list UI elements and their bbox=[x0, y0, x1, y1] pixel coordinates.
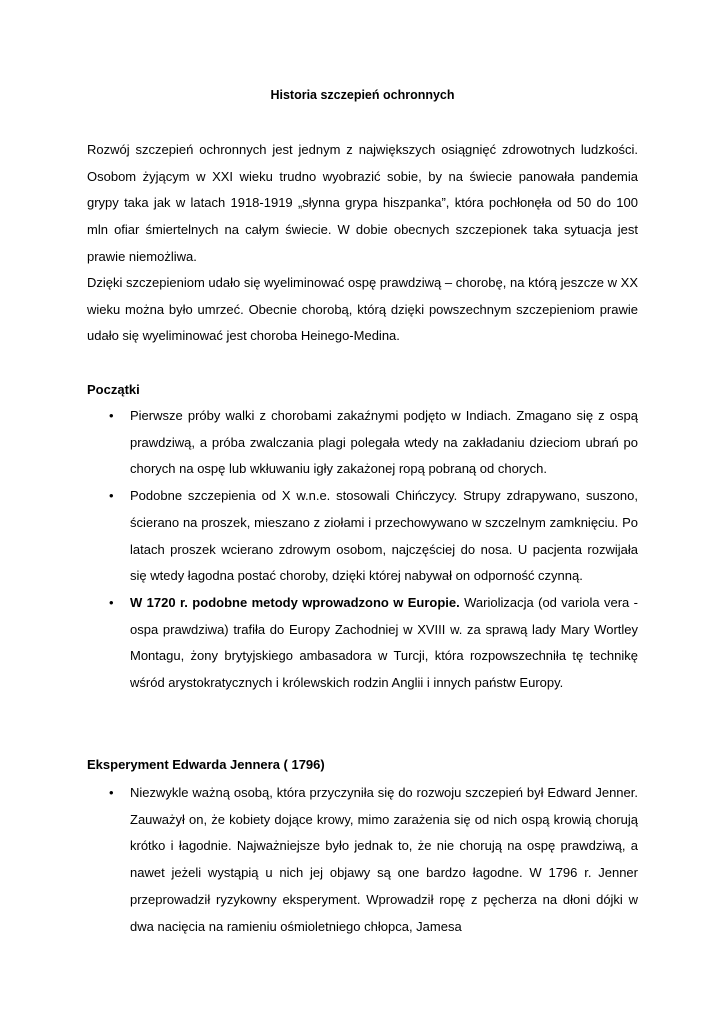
list-item-text: Podobne szczepienia od X w.n.e. stosowali Chińczycy. Strupy zdrapywano, suszono, ścierano na proszek, mieszano z ziołami i przechowywano w szczelnym zamknięciu. Po latach proszek wcierano zdrowym osobom, najczęściej do nosa. U pacjenta rozwijała się wtedy łagodna postać choroby, dzięki której nabywał on odporność czynną. bbox=[130, 488, 638, 584]
intro-paragraph-1: Rozwój szczepień ochronnych jest jednym z największych osiągnięć zdrowotnych ludzkości. Osobom żyjącym w XXI wieku trudno wyobrazić sobie, by na świecie panowała pandemia grypy taka jak w latach 1918-1919 „słynna grypa hiszpanka”, która pochłonęła od 50 do 100 mln ofiar śmiertelnych na całym świecie. W dobie obecnych szczepionek taka sytuacja jest prawie niemożliwa. bbox=[87, 142, 638, 264]
bullet-icon: • bbox=[109, 785, 114, 800]
list-item-text: Wariolizacja (od variola vera - ospa prawdziwa) trafiła do Europy Zachodniej w XVIII w. za sprawą lady Mary Wortley Montagu, żony brytyjskiego ambasadora w Turcji, która rozpowszechniła tę technikę wśród arystokratycznych i królewskich rodzin Anglii i innych państw Europy. bbox=[130, 594, 638, 691]
list-item-text: Niezwykle ważną osobą, która przyczyniła się do rozwoju szczepień był Edward Jenner. Zauważył on, że kobiety dojące krowy, mimo zarażenia się od nich ospą krowią chorują krótko i łagodnie. Najważniejsze było jednak to, że nie chorują na ospę prawdziwą, a nawet jeżeli wystąpią u nich jej objawy są one bardzo łagodne. W 1796 r. Jenner przeprowadził ryzykowny eksperyment. Wprowadził ropę z pęcherza na dłoni dójki w dwa nacięcia na ramieniu ośmioletniego chłopca, Jamesa bbox=[130, 785, 638, 934]
bullet-icon: • bbox=[109, 408, 114, 423]
list-item bbox=[87, 403, 638, 483]
bullet-icon: • bbox=[109, 488, 114, 504]
list-item bbox=[87, 483, 638, 590]
document-title: Historia szczepień ochronnych bbox=[270, 88, 455, 102]
list-item bbox=[87, 780, 638, 940]
bullet-icon: • bbox=[109, 594, 114, 610]
section-heading-jenner: Eksperyment Edwarda Jennera ( 1796) bbox=[87, 757, 325, 772]
list-item-text: Pierwsze próby walki z chorobami zakaźnymi podjęto w Indiach. Zmagano się z ospą prawdziwą, a próba zwalczania plagi polegała wtedy na zakładaniu dzieciom ubrań po chorych na ospę lub wkłuwaniu igły zakażonej ropą pobraną od chorych. bbox=[130, 408, 638, 477]
section-list-jenner bbox=[87, 780, 638, 940]
intro-paragraph-2: Dzięki szczepieniom udało się wyeliminować ospę prawdziwą – chorobę, na którą jeszcze w XX wieku można było umrzeć. Obecnie chorobą, którą dzięki powszechnym szczepieniom prawie udało się wyeliminować jest choroba Heinego-Medina. bbox=[87, 275, 638, 344]
section-list-poczatki bbox=[87, 403, 638, 697]
section-heading-poczatki: Początki bbox=[87, 382, 140, 397]
list-item bbox=[87, 590, 638, 697]
list-item-bold-lead: W 1720 r. podobne metody wprowadzono w Europie. bbox=[130, 594, 460, 610]
